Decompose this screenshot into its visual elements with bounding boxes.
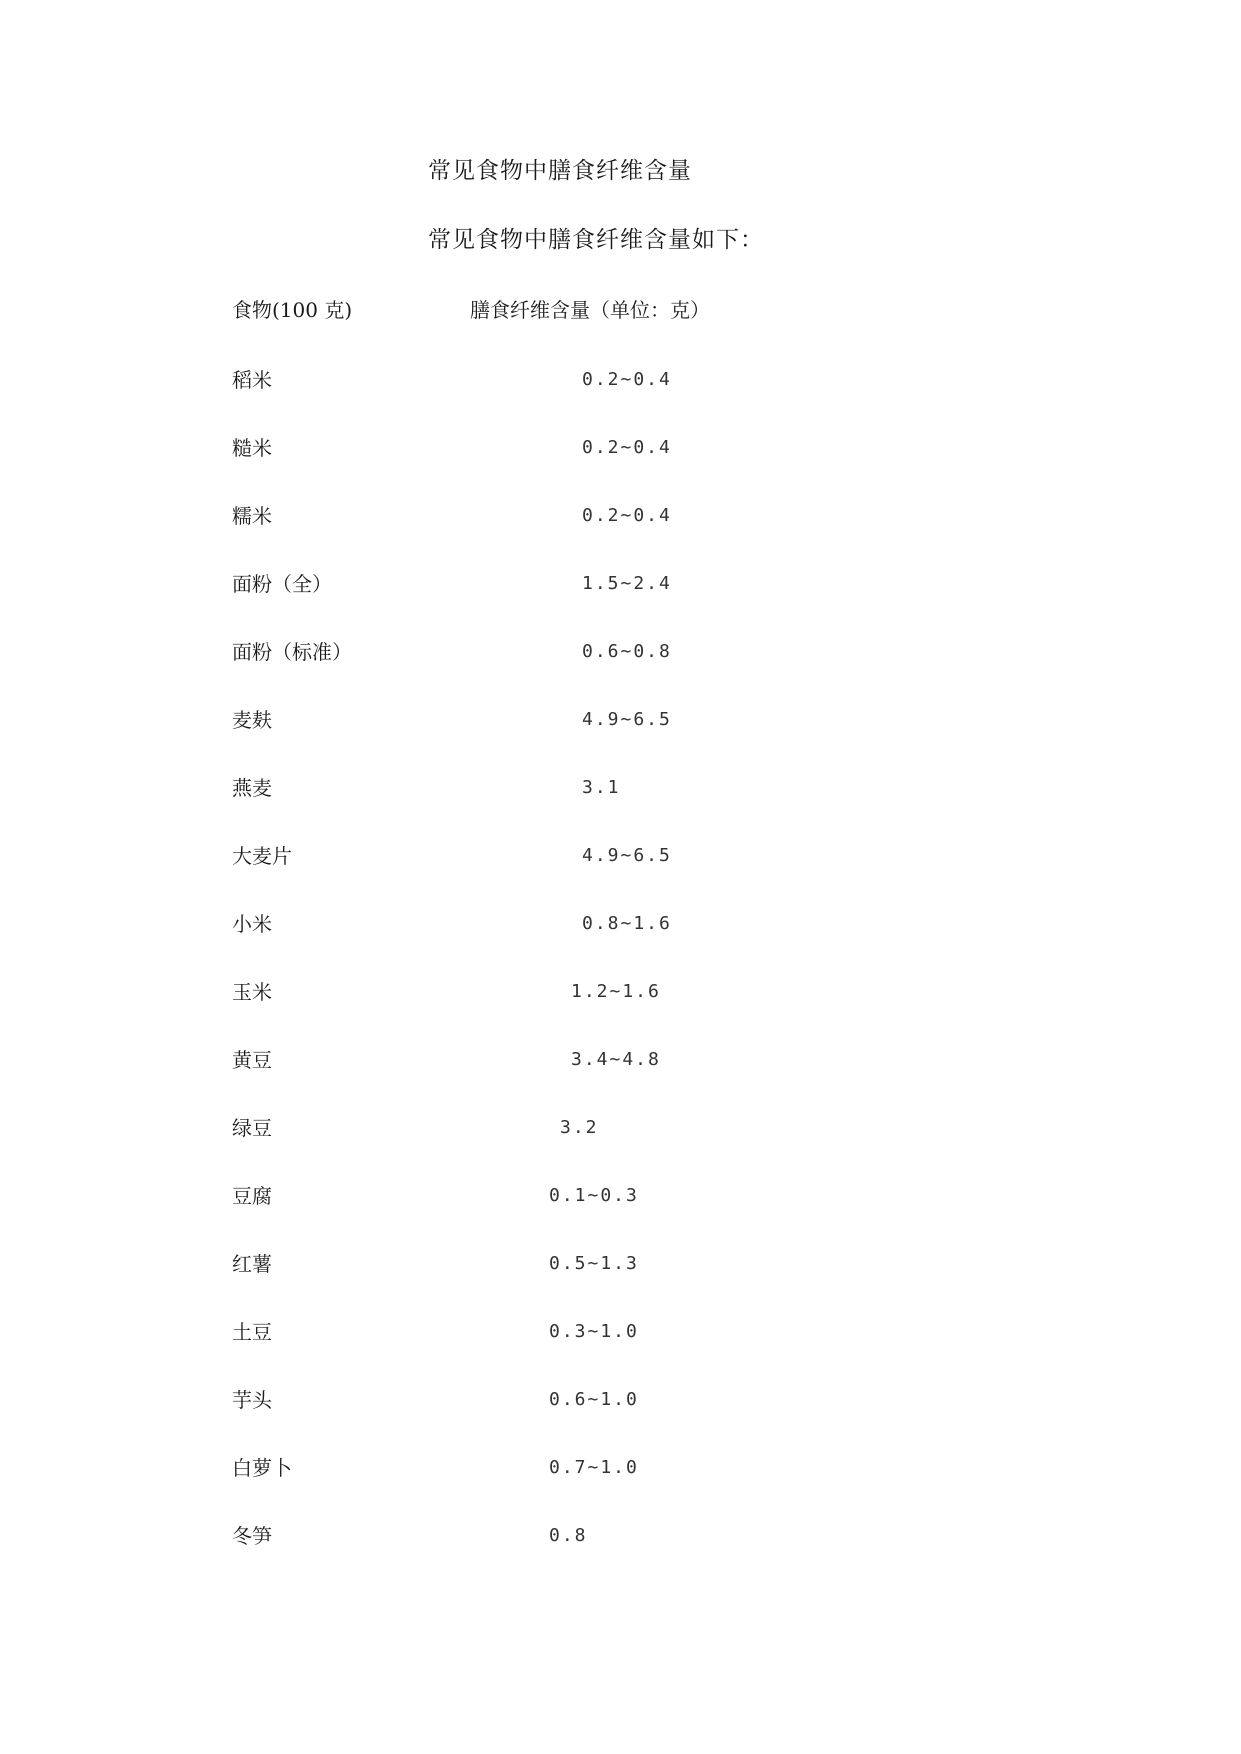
- row-fiber-value: 4.9~6.5: [582, 845, 672, 866]
- row-food-label: 白萝卜: [232, 1456, 292, 1480]
- row-fiber-value: 0.6~0.8: [582, 641, 672, 662]
- row-food-label: 绿豆: [232, 1116, 272, 1140]
- row-fiber-value: 0.1~0.3: [549, 1185, 639, 1206]
- row-food-label: 豆腐: [232, 1184, 272, 1208]
- row-fiber-value: 3.2: [560, 1117, 599, 1138]
- row-food-label: 稻米: [232, 368, 272, 392]
- row-food-label: 面粉（全）: [232, 572, 332, 596]
- row-fiber-value: 0.6~1.0: [549, 1389, 639, 1410]
- row-fiber-value: 0.2~0.4: [582, 369, 672, 390]
- table-header-food: 食物(100 克): [232, 298, 353, 322]
- row-food-label: 大麦片: [232, 844, 292, 868]
- table-header-fiber: 膳食纤维含量（单位：克）: [470, 298, 710, 322]
- row-food-label: 红薯: [232, 1252, 272, 1276]
- row-fiber-value: 0.3~1.0: [549, 1321, 639, 1342]
- row-food-label: 麦麸: [232, 708, 272, 732]
- row-food-label: 糙米: [232, 436, 272, 460]
- row-fiber-value: 3.1: [582, 777, 621, 798]
- row-food-label: 土豆: [232, 1320, 272, 1344]
- row-food-label: 燕麦: [232, 776, 272, 800]
- row-food-label: 玉米: [232, 980, 272, 1004]
- row-food-label: 糯米: [232, 504, 272, 528]
- row-fiber-value: 0.5~1.3: [549, 1253, 639, 1274]
- row-fiber-value: 0.8: [549, 1525, 588, 1546]
- row-fiber-value: 0.2~0.4: [582, 437, 672, 458]
- row-fiber-value: 0.7~1.0: [549, 1457, 639, 1478]
- row-fiber-value: 1.5~2.4: [582, 573, 672, 594]
- row-food-label: 冬笋: [232, 1524, 272, 1548]
- document-title: 常见食物中膳食纤维含量: [428, 158, 692, 184]
- row-fiber-value: 1.2~1.6: [571, 981, 661, 1002]
- row-fiber-value: 3.4~4.8: [571, 1049, 661, 1070]
- row-food-label: 面粉（标准）: [232, 640, 352, 664]
- row-fiber-value: 4.9~6.5: [582, 709, 672, 730]
- row-food-label: 小米: [232, 912, 272, 936]
- row-fiber-value: 0.2~0.4: [582, 505, 672, 526]
- row-fiber-value: 0.8~1.6: [582, 913, 672, 934]
- row-food-label: 芋头: [232, 1388, 272, 1412]
- document-intro: 常见食物中膳食纤维含量如下：: [428, 227, 764, 253]
- row-food-label: 黄豆: [232, 1048, 272, 1072]
